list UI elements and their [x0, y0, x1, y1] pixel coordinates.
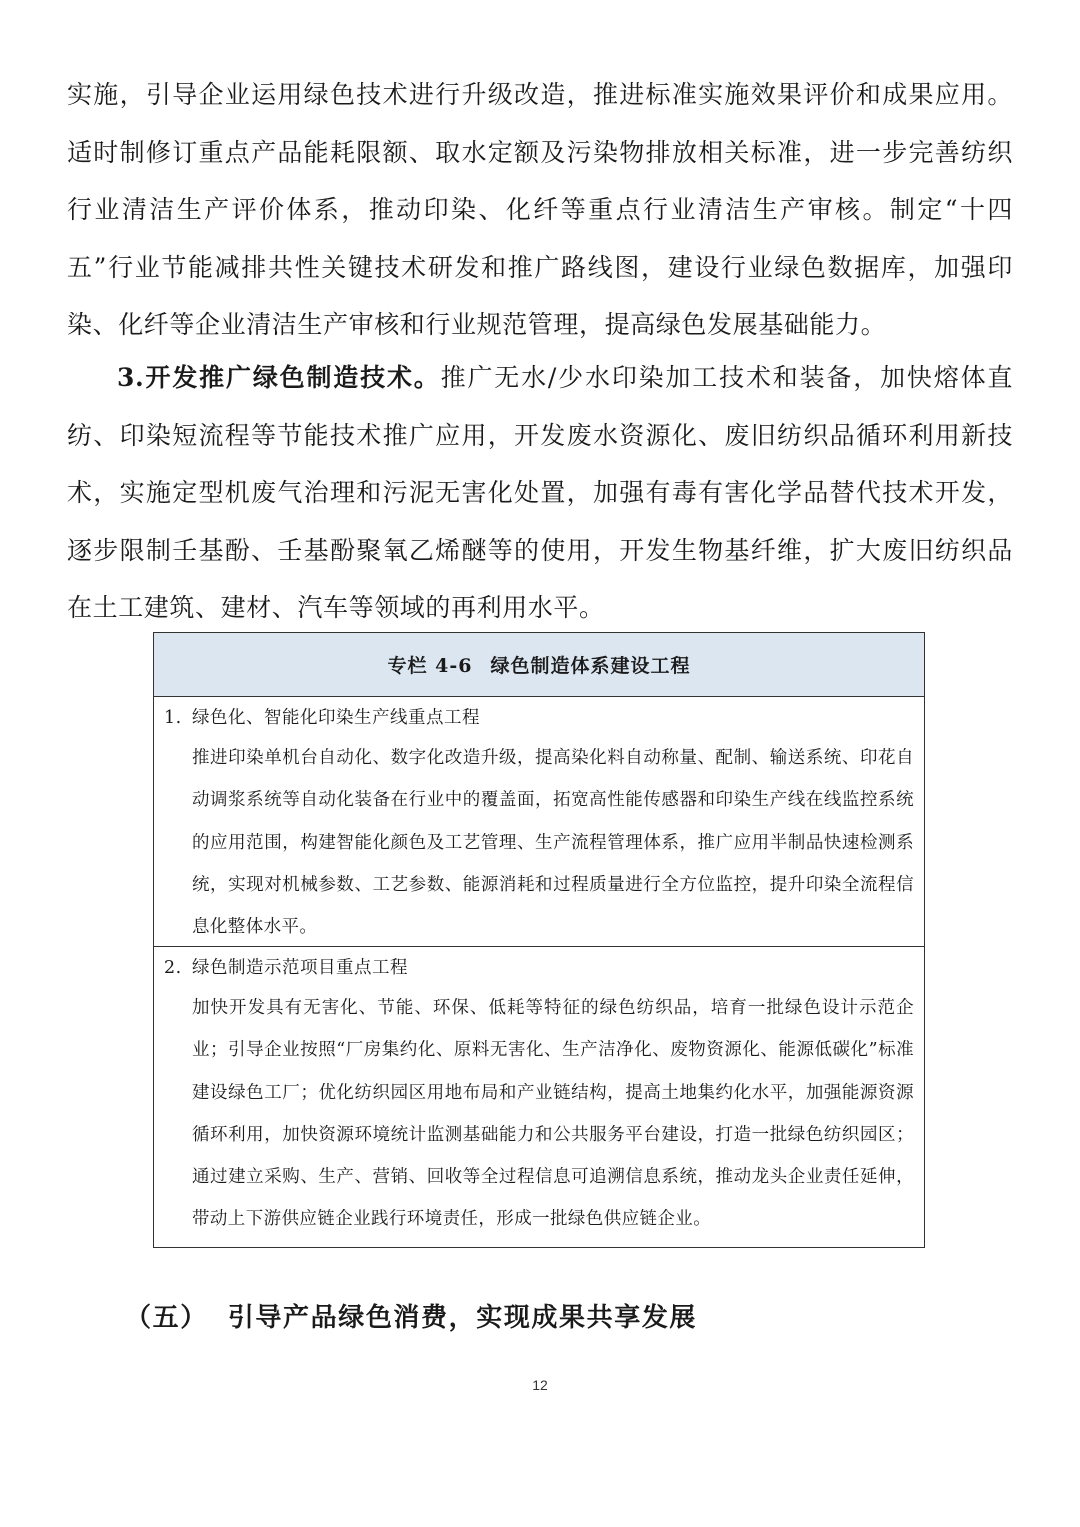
- column-box-header: [154, 633, 924, 697]
- column-box: [153, 632, 925, 1248]
- section-title: [164, 953, 914, 983]
- section-heading-text: 引导产品绿色消费，实现成果共享发展: [227, 1303, 698, 1333]
- column-section-2: [154, 947, 924, 1245]
- subsection-heading: 3.开发推广绿色制造技术。: [117, 363, 441, 392]
- section-body: 加快开发具有无害化、节能、环保、低耗等特征的绿色纺织品，培育一批绿色设计示范企业；引导企业按照“厂房集约化、原料无害化、生产洁净化、废物资源化、能源低碳化”标准建设绿色工厂；优化纺织园区用地布局和产业链结构，提高土地集约化水平，加强能源资源循环利用，加快资源环境统计监测基础能力和公共服务平台建设，打造一批绿色纺织园区；通过建立采购、生产、营销、回收等全过程信息可追溯信息系统，推动龙头企业责任延伸，带动上下游供应链企业践行环境责任，形成一批绿色供应链企业。: [192, 998, 914, 1230]
- column-section-1: [154, 697, 924, 947]
- body-paragraph-2: [67, 349, 1013, 637]
- section-heading-number: （五）: [125, 1303, 208, 1333]
- section-number: 1.: [164, 708, 182, 728]
- section-body: 推进印染单机台自动化、数字化改造升级，提高染化料自动称量、配制、输送系统、印花自动调浆系统等自动化装备在行业中的覆盖面，拓宽高性能传感器和印染生产线在线监控系统的应用范围，构建智能化颜色及工艺管理、生产流程管理体系，推广应用半制品快速检测系统，实现对机械参数、工艺参数、能源消耗和过程质量进行全方位监控，提升印染全流程信息化整体水平。: [192, 748, 914, 938]
- column-code: 专栏 4-6: [387, 655, 473, 677]
- page-number: 12: [532, 1377, 548, 1393]
- section-title-text: 绿色制造示范项目重点工程: [192, 958, 408, 978]
- section-number: 2.: [164, 958, 182, 978]
- section-title: [164, 703, 914, 733]
- column-title: 绿色制造体系建设工程: [490, 655, 691, 677]
- section-title-text: 绿色化、智能化印染生产线重点工程: [192, 708, 480, 728]
- section-heading-5: [125, 1298, 697, 1338]
- body-paragraph-1: 实施，引导企业运用绿色技术进行升级改造，推进标准实施效果评价和成果应用。适时制修订重点产品能耗限额、取水定额及污染物排放相关标准，进一步完善纺织行业清洁生产评价体系，推动印染、化纤等重点行业清洁生产审核。制定“十四五”行业节能减排共性关键技术研发和推广路线图，建设行业绿色数据库，加强印染、化纤等企业清洁生产审核和行业规范管理，提高绿色发展基础能力。: [67, 80, 1013, 340]
- subsection-text: 推广无水/少水印染加工技术和装备，加快熔体直纺、印染短流程等节能技术推广应用，开发废水资源化、废旧纺织品循环利用新技术，实施定型机废气治理和污泥无害化处置，加强有毒有害化学品替代技术开发，逐步限制壬基酚、壬基酚聚氧乙烯醚等的使用，开发生物基纤维，扩大废旧纺织品在土工建筑、建材、汽车等领域的再利用水平。: [67, 363, 1014, 623]
